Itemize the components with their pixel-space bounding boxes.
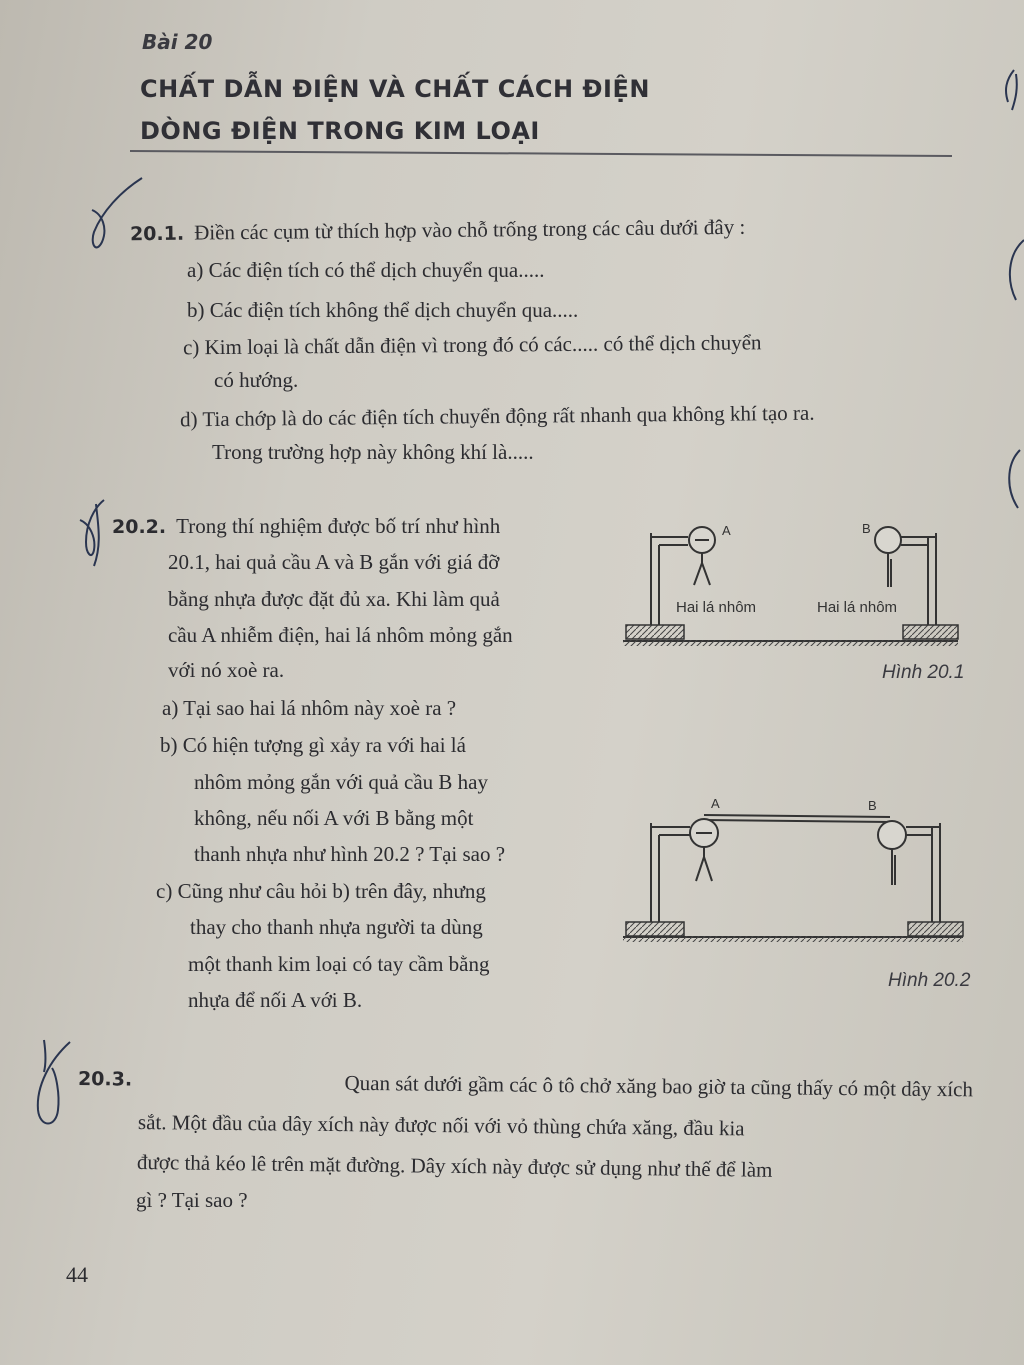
- q3-text-1: Quan sát dưới gầm các ô tô chở xăng bao giờ ta cũng thấy có một dây xích: [344, 1070, 974, 1102]
- q2-item-b-line1: [160, 733, 590, 758]
- q1-prompt: Điền các cụm từ thích hợp vào chỗ trống trong các câu dưới đây :: [193, 214, 746, 245]
- right-base: [908, 922, 963, 936]
- q3-text-4: gì ? Tại sao ?: [136, 1188, 248, 1212]
- q1-item-d-line2: Trong trường hợp này không khí là.....: [212, 440, 534, 464]
- leaves-b: [892, 849, 895, 885]
- q2-intro-2: 20.1, hai quả cầu A và B gắn với giá đỡ: [168, 550, 500, 574]
- q2-item-c-1: c) Cũng như câu hỏi b) trên đây, nhưng: [156, 879, 486, 903]
- q2-item-c-line3: [188, 952, 590, 977]
- pen-mark-margin: [994, 60, 1024, 520]
- q2-item-b-line3: [194, 806, 590, 831]
- sphere-a: [690, 819, 718, 847]
- q2-item-b-line2: [194, 770, 590, 795]
- q2-item-b-3: không, nếu nối A với B bằng một: [194, 806, 474, 830]
- q3-line3: [137, 1150, 973, 1185]
- ground-line: [623, 641, 958, 643]
- figure-20-2-caption: Hình 20.2: [888, 970, 971, 991]
- q1-item-a: a) Các điện tích có thể dịch chuyển qua.....: [187, 258, 545, 282]
- q2-item-b-4: thanh nhựa như hình 20.2 ? Tại sao ?: [194, 842, 506, 866]
- sphere-a: [689, 527, 715, 553]
- q2-item-b-1: b) Có hiện tượng gì xảy ra với hai lá: [160, 733, 466, 757]
- q2-number: 20.2.: [112, 516, 167, 538]
- q2-intro-5: với nó xoè ra.: [168, 658, 285, 682]
- q2-item-c-4: nhựa để nối A với B.: [188, 988, 363, 1012]
- label-b: B: [862, 521, 871, 536]
- q2-intro-3: bằng nhựa được đặt đủ xa. Khi làm quả: [168, 587, 500, 611]
- title-underline: [130, 150, 952, 157]
- q1-item-c-text: c) Kim loại là chất dẫn điện vì trong đó có các..... có thể dịch chuyển: [182, 330, 762, 360]
- q3-line2: [138, 1110, 974, 1144]
- connecting-rod: [704, 815, 890, 822]
- q2-intro-line3: [168, 587, 592, 612]
- right-base: [903, 625, 958, 639]
- lesson-title-line-2: DÒNG ĐIỆN TRONG KIM LOẠI: [140, 117, 540, 145]
- leaves-a: [694, 553, 710, 585]
- page-number: 44: [66, 1262, 88, 1287]
- leaf-label-right: Hai lá nhôm: [817, 599, 898, 616]
- q2-intro-line2: [168, 550, 592, 575]
- q2-intro-1: Trong thí nghiệm được bố trí như hình: [176, 514, 501, 538]
- q2-item-b-2: nhôm mỏng gắn với quả cầu B hay: [194, 770, 488, 794]
- ground-line: [623, 937, 963, 939]
- figure-20-1-caption: Hình 20.1: [882, 662, 965, 683]
- label-b: B: [868, 798, 877, 813]
- q2-item-c-line1: [156, 879, 590, 904]
- q2-item-c-line2: [190, 915, 590, 940]
- q1-item-c-line1: [183, 329, 955, 361]
- figure-20-1: [618, 515, 963, 650]
- q2-item-c-3: một thanh kim loại có tay cầm bằng: [188, 952, 490, 976]
- sphere-b: [875, 527, 901, 553]
- leaves-a: [696, 847, 712, 881]
- q1-item-c-line2: có hướng.: [214, 368, 299, 392]
- sphere-b: [878, 821, 906, 849]
- lesson-title-line-1: CHẤT DẪN ĐIỆN VÀ CHẤT CÁCH ĐIỆN: [140, 75, 650, 103]
- lesson-number: Bài 20: [142, 30, 213, 54]
- left-base: [626, 625, 684, 639]
- q3-text-3: được thả kéo lê trên mặt đường. Dây xích này được sử dụng như thế để làm: [136, 1150, 773, 1182]
- q2-intro-4: cầu A nhiễm điện, hai lá nhôm mỏng gắn: [168, 623, 513, 647]
- q3-number: 20.3.: [77, 1068, 133, 1091]
- q2-item-a: a) Tại sao hai lá nhôm này xoè ra ?: [162, 696, 457, 720]
- right-stand: [901, 533, 936, 625]
- q1-number: 20.1.: [129, 222, 185, 246]
- q2-intro-line1: [112, 514, 592, 539]
- q2-intro-line4: [168, 623, 592, 648]
- q1-prompt-line: [130, 215, 745, 246]
- figure-20-2: [618, 795, 968, 950]
- left-stand: [651, 823, 690, 922]
- leaves-b: [888, 553, 891, 587]
- right-stand: [906, 823, 940, 922]
- label-a: A: [722, 523, 731, 538]
- left-base: [626, 922, 684, 936]
- label-a: A: [711, 796, 720, 811]
- q3-text-2: sắt. Một đầu của dây xích này được nối với vỏ thùng chứa xăng, đầu kia: [137, 1110, 745, 1141]
- q3-line1: [78, 1068, 973, 1102]
- leaf-label-left: Hai lá nhôm: [676, 599, 757, 616]
- pen-mark-q1: [80, 170, 150, 260]
- q1-item-d-line1: d) Tia chớp là do các điện tích chuyển động rất nhanh qua không khí tạo ra.: [179, 400, 815, 432]
- q2-item-c-2: thay cho thanh nhựa người ta dùng: [190, 915, 483, 939]
- q1-item-b: b) Các điện tích không thể dịch chuyển qua.....: [187, 298, 579, 322]
